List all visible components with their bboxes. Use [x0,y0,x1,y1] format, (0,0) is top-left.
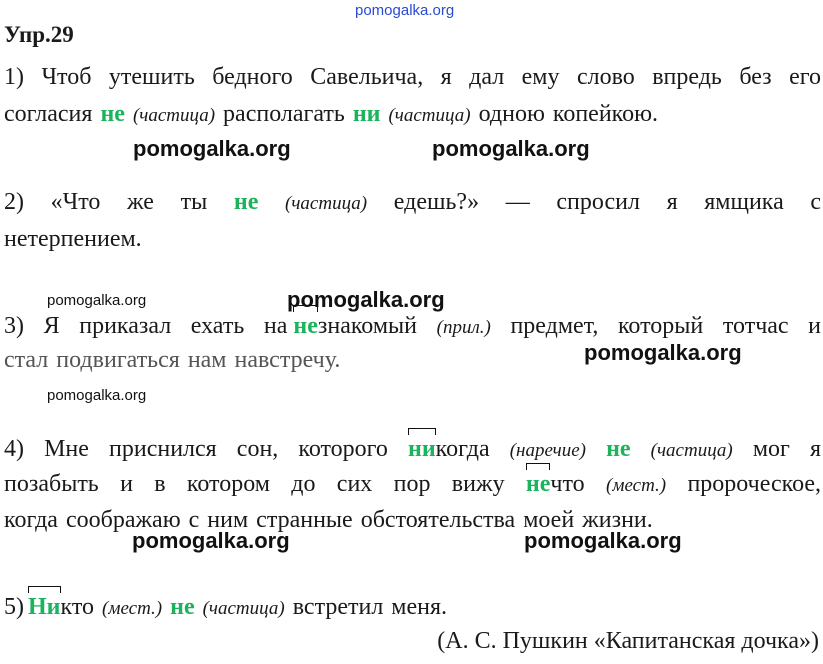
note-particle: (частица) [388,105,471,126]
text: мог я [752,436,822,462]
sentence-3-line-1 [4,311,821,343]
watermark: pomogalka.org [432,136,590,161]
note-adverb: (наречие) [509,440,586,461]
sentence-4-line-3: когда соображаю с ним странные обстоятельства моей жизни. [4,507,653,533]
particle-ne: не [100,101,125,127]
text: 4) Мне приснился сон, которого [4,436,388,462]
watermark-small: pomogalka.org [47,387,147,404]
sentence-4-line-1 [4,434,821,466]
text: пророческое, [687,471,822,497]
prefix-ne: не [293,313,318,339]
watermark-top: pomogalka.org [355,2,455,19]
note-particle: (частица) [650,440,733,461]
watermark: pomogalka.org [133,136,291,161]
sentence-1-line-2 [4,99,658,131]
prefix-ne: не [525,471,551,497]
sentence-4-line-2 [4,469,821,501]
particle-ni: ни [352,101,381,127]
watermark-small: pomogalka.org [47,292,147,309]
text: знакомый [317,313,417,339]
particle-ne: не [170,594,195,620]
watermark: pomogalka.org [287,287,445,312]
text: что [550,471,585,497]
sentence-5-line-1 [4,592,447,624]
text: 3) Я приказал ехать на [4,313,288,339]
text: согласия [4,101,93,127]
note-pronoun: (мест.) [606,475,667,496]
text: едешь?» — спросил я ямщика с [393,189,822,215]
particle-ne: не [233,189,259,215]
note-pronoun: (мест.) [102,598,163,619]
sentence-2-line-1 [4,187,821,219]
sentence-1-line-1: 1) Чтоб утешить бедного Савельича, я дал ему слово впредь без его [4,64,821,90]
text: встретил меня. [292,594,448,620]
sentence-2-line-2: нетерпением. [4,226,142,252]
text: располагать [223,101,345,127]
watermark: pomogalka.org [132,528,290,553]
text: 2) «Что же ты [4,189,208,215]
watermark: pomogalka.org [584,340,742,365]
watermark: pomogalka.org [524,528,682,553]
prefix-ni: Ни [28,594,61,620]
text: когда [435,436,490,462]
exercise-title: Упр.29 [4,22,74,47]
text: 5) [4,594,24,620]
note-particle: (частица) [202,598,285,619]
note-particle: (частица) [285,193,368,214]
source-citation: (А. С. Пушкин «Капитанская дочка») [437,628,819,654]
note-particle: (частица) [132,105,216,126]
sentence-3-line-2: стал подвигаться нам навстречу. [4,347,341,373]
text: одною копейкою. [478,101,659,127]
prefix-ni: ни [408,436,436,462]
particle-ne: не [606,436,631,462]
text: кто [60,594,95,620]
note-adjective: (прил.) [436,317,491,338]
text: позабыть и в котором до сих пор вижу [4,471,505,497]
text: предмет, который тотчас и [510,313,822,339]
